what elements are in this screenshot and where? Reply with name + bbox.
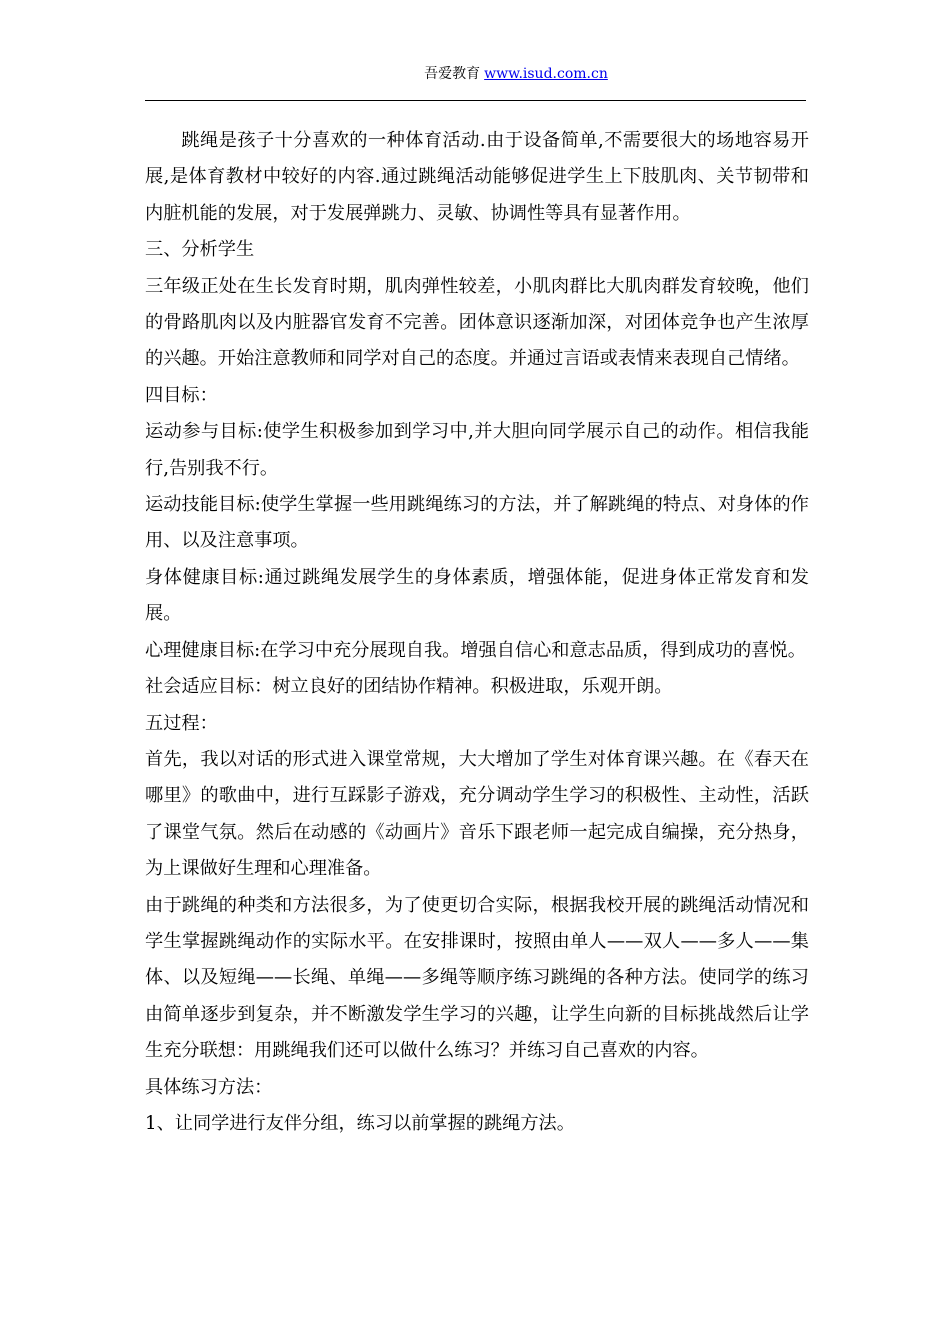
intro-paragraph: 跳绳是孩子十分喜欢的一种体育活动.由于设备简单,不需要很大的场地容易开展,是体育教材中较好的内容.通过跳绳活动能够促进学生上下肢肌肉、关节韧带和内脏机能的发展，对于发展弹跳力、灵敏、协调性等具有显著作用。: [145, 130, 809, 224]
students-paragraph: 三年级正处在生长发育时期，肌肉弹性较差，小肌肉群比大肌肉群发育较晚，他们的骨路肌肉以及内脏器官发育不完善。团体意识逐渐加深，对团体竞争也产生浓厚的兴趣。开始注意教师和同学对自己的态度。并通过言语或表情来表现自己情绪。: [145, 275, 809, 370]
goal-skills: 运动技能目标:使学生掌握一些用跳绳练习的方法，并了解跳绳的特点、对身体的作用、以及注意事项。: [145, 494, 809, 552]
goal-participation: 运动参与目标:使学生积极参加到学习中,并大胆向同学展示自己的动作。相信我能行,告别我不行。: [145, 421, 809, 479]
header-brand: 吾爱教育: [424, 66, 481, 82]
methods-heading: 具体练习方法：: [145, 1076, 273, 1098]
process-paragraph-2: 由于跳绳的种类和方法很多，为了使更切合实际，根据我校开展的跳绳活动情况和学生掌握跳绳动作的实际水平。在安排课时，按照由单人——双人——多人——集体、以及短绳——长绳、单绳——多绳等顺序练习跳绳的各种方法。使同学的练习由简单逐步到复杂，并不断激发学生学习的兴趣，让学生向新的目标挑战然后让学生充分联想：用跳绳我们还可以做什么练习？并练习自己喜欢的内容。: [145, 894, 809, 1062]
section-heading-process: 五过程：: [145, 712, 218, 734]
header-divider: [145, 100, 806, 101]
document-body: [145, 123, 809, 1142]
method-item-1: 1、让同学进行友伴分组，练习以前掌握的跳绳方法。: [145, 1112, 575, 1134]
page-header: [0, 64, 950, 84]
goal-mental-health: 心理健康目标:在学习中充分展现自我。增强自信心和意志品质，得到成功的喜悦。: [145, 639, 806, 661]
header-url-link[interactable]: www.isud.com.cn: [484, 66, 608, 82]
process-paragraph-1: 首先，我以对话的形式进入课堂常规，大大增加了学生对体育课兴趣。在《春天在哪里》的歌曲中，进行互踩影子游戏，充分调动学生学习的积极性、主动性，活跃了课堂气氛。然后在动感的《动画片》音乐下跟老师一起完成自编操，充分热身，为上课做好生理和心理准备。: [145, 748, 809, 880]
section-heading-analyze-students: 三、分析学生: [145, 239, 255, 261]
goal-physical-health: 身体健康目标:通过跳绳发展学生的身体素质，增强体能，促进身体正常发育和发展。: [145, 566, 809, 625]
goal-social-adaptation: 社会适应目标：树立良好的团结协作精神。积极进取，乐观开朗。: [145, 676, 673, 698]
section-heading-goals: 四目标：: [145, 384, 218, 406]
